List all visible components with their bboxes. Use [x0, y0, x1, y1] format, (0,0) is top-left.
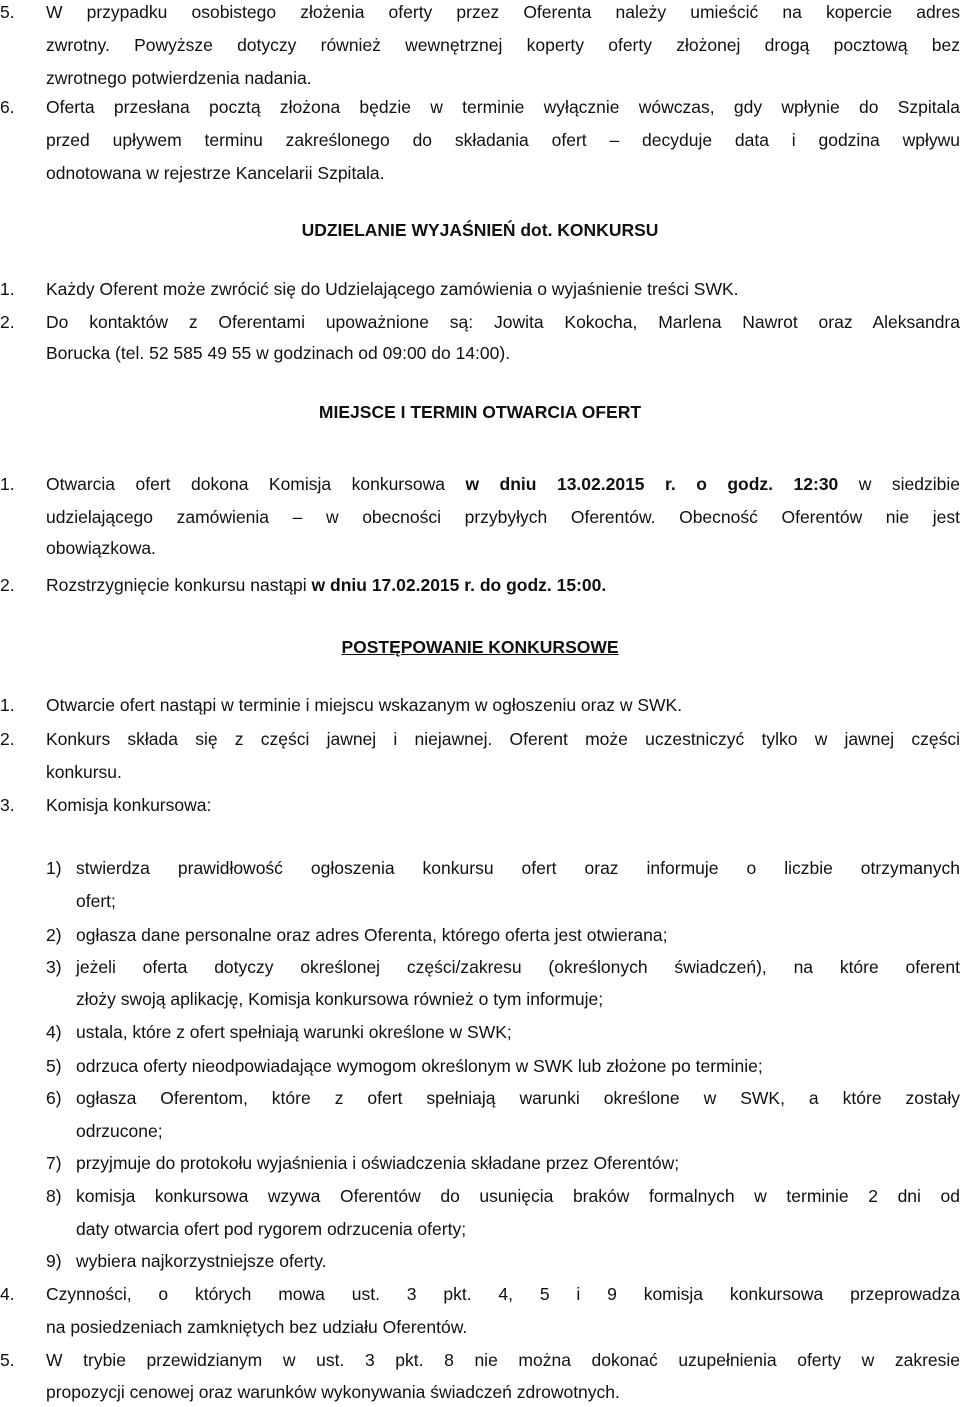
- item-text-line: Oferta przesłana pocztą złożona będzie w terminie wyłącznie wówczas, gdy wpłynie do Szpitala: [46, 97, 960, 117]
- item-text-line: [46, 474, 960, 495]
- item-text-line: udzielającego zamówienia – w obecności przybyłych Oferentów. Obecność Oferentów nie jest: [46, 507, 960, 527]
- subitem-number: 7): [46, 1153, 62, 1173]
- subitem-number: 2): [46, 925, 62, 945]
- item-text-line: Otwarcie ofert nastąpi w terminie i miejscu wskazanym w ogłoszeniu oraz w SWK.: [46, 695, 683, 715]
- subitem-text-line: ogłasza Oferentom, które z ofert spełniają warunki określone w SWK, a które zostały: [76, 1088, 960, 1108]
- subitem-number: 6): [46, 1088, 62, 1108]
- section-heading: MIEJSCE I TERMIN OTWARCIA OFERT: [318, 402, 642, 422]
- item-text-line: Konkurs składa się z części jawnej i niejawnej. Oferent może uczestniczyć tylko w jawnej części: [46, 729, 960, 749]
- text-run: [773, 474, 793, 494]
- item-text-line: Do kontaktów z Oferentami upoważnione są: Jowita Kokocha, Marlena Nawrot oraz Aleksandra: [46, 312, 960, 332]
- item-text-line: Komisja konkursowa:: [46, 795, 212, 815]
- item-text-line: obowiązkowa.: [46, 538, 156, 558]
- subitem-number: 4): [46, 1022, 62, 1042]
- item-text-line: zwrotny. Powyższe dotyczy również wewnętrznej koperty oferty złożonej drogą pocztową bez: [46, 35, 960, 55]
- item-number: 2.: [0, 729, 15, 749]
- subitem-text-line: odrzucone;: [76, 1121, 163, 1141]
- item-text-line: zwrotnego potwierdzenia nadania.: [46, 68, 312, 88]
- section-heading: UDZIELANIE WYJAŚNIEŃ dot. KONKURSU: [301, 220, 659, 240]
- subitem-text-line: jeżeli oferta dotyczy określonej części/zakresu (określonych świadczeń), na które oferent: [76, 957, 960, 977]
- item-number: 1.: [0, 279, 15, 299]
- time-bold: 12:30: [793, 474, 839, 494]
- item-text-line: [46, 575, 606, 596]
- subitem-text-line: ofert;: [76, 891, 116, 911]
- item-text-line: W trybie przewidzianym w ust. 3 pkt. 8 nie można dokonać uzupełnienia oferty w zakresie: [46, 1350, 960, 1370]
- text-run: Rozstrzygnięcie konkursu nastąpi: [46, 575, 312, 595]
- subitem-text-line: odrzuca oferty nieodpowiadające wymogom określonym w SWK lub złożone po terminie;: [76, 1056, 763, 1076]
- item-text-line: Borucka (tel. 52 585 49 55 w godzinach od 09:00 do 14:00).: [46, 343, 511, 363]
- subitem-number: 9): [46, 1251, 62, 1271]
- subitem-text-line: komisja konkursowa wzywa Oferentów do usunięcia braków formalnych w terminie 2 dni od: [76, 1186, 960, 1206]
- text-run: w siedzibie: [838, 474, 960, 494]
- date-time-bold: w dniu 13.02.2015 r. o godz.: [465, 474, 774, 494]
- subitem-text-line: daty otwarcia ofert pod rygorem odrzucenia oferty;: [76, 1219, 467, 1239]
- item-text-line: przed upływem terminu zakreślonego do składania ofert – decyduje data i godzina wpływu: [46, 130, 960, 150]
- item-number: 6.: [0, 97, 15, 117]
- item-number: 1.: [0, 474, 15, 494]
- item-number: 2.: [0, 575, 15, 595]
- item-text-line: Każdy Oferent może zwrócić się do Udzielającego zamówienia o wyjaśnienie treści SWK.: [46, 279, 739, 299]
- date-time-bold: w dniu 17.02.2015 r. do godz. 15:00.: [311, 575, 607, 595]
- item-number: 5.: [0, 1350, 15, 1370]
- item-text-line: W przypadku osobistego złożenia oferty przez Oferenta należy umieścić na kopercie adres: [46, 2, 960, 22]
- subitem-text-line: stwierdza prawidłowość ogłoszenia konkursu ofert oraz informuje o liczbie otrzymanych: [76, 858, 960, 878]
- subitem-number: 3): [46, 957, 62, 977]
- subitem-number: 1): [46, 858, 62, 878]
- section-heading: POSTĘPOWANIE KONKURSOWE: [341, 637, 619, 657]
- item-text-line: odnotowana w rejestrze Kancelarii Szpitala.: [46, 163, 385, 183]
- item-number: 2.: [0, 312, 15, 332]
- subitem-number: 8): [46, 1186, 62, 1206]
- item-text-line: propozycji cenowej oraz warunków wykonywania świadczeń zdrowotnych.: [46, 1382, 620, 1402]
- item-text-line: konkursu.: [46, 762, 122, 782]
- subitem-text-line: przyjmuje do protokołu wyjaśnienia i oświadczenia składane przez Oferentów;: [76, 1153, 680, 1173]
- item-text-line: na posiedzeniach zamkniętych bez udziału Oferentów.: [46, 1317, 468, 1337]
- text-run: Otwarcia ofert dokona Komisja konkursowa: [46, 474, 466, 494]
- subitem-text-line: ogłasza dane personalne oraz adres Oferenta, którego oferta jest otwierana;: [76, 925, 668, 945]
- item-number: 3.: [0, 795, 15, 815]
- item-number: 1.: [0, 695, 15, 715]
- item-number: 4.: [0, 1284, 15, 1304]
- subitem-number: 5): [46, 1056, 62, 1076]
- subitem-text-line: złoży swoją aplikację, Komisja konkursowa również o tym informuje;: [76, 989, 604, 1009]
- item-number: 5.: [0, 2, 15, 22]
- item-text-line: Czynności, o których mowa ust. 3 pkt. 4, 5 i 9 komisja konkursowa przeprowadza: [46, 1284, 960, 1304]
- subitem-text-line: wybiera najkorzystniejsze oferty.: [76, 1251, 327, 1271]
- subitem-text-line: ustala, które z ofert spełniają warunki określone w SWK;: [76, 1022, 512, 1042]
